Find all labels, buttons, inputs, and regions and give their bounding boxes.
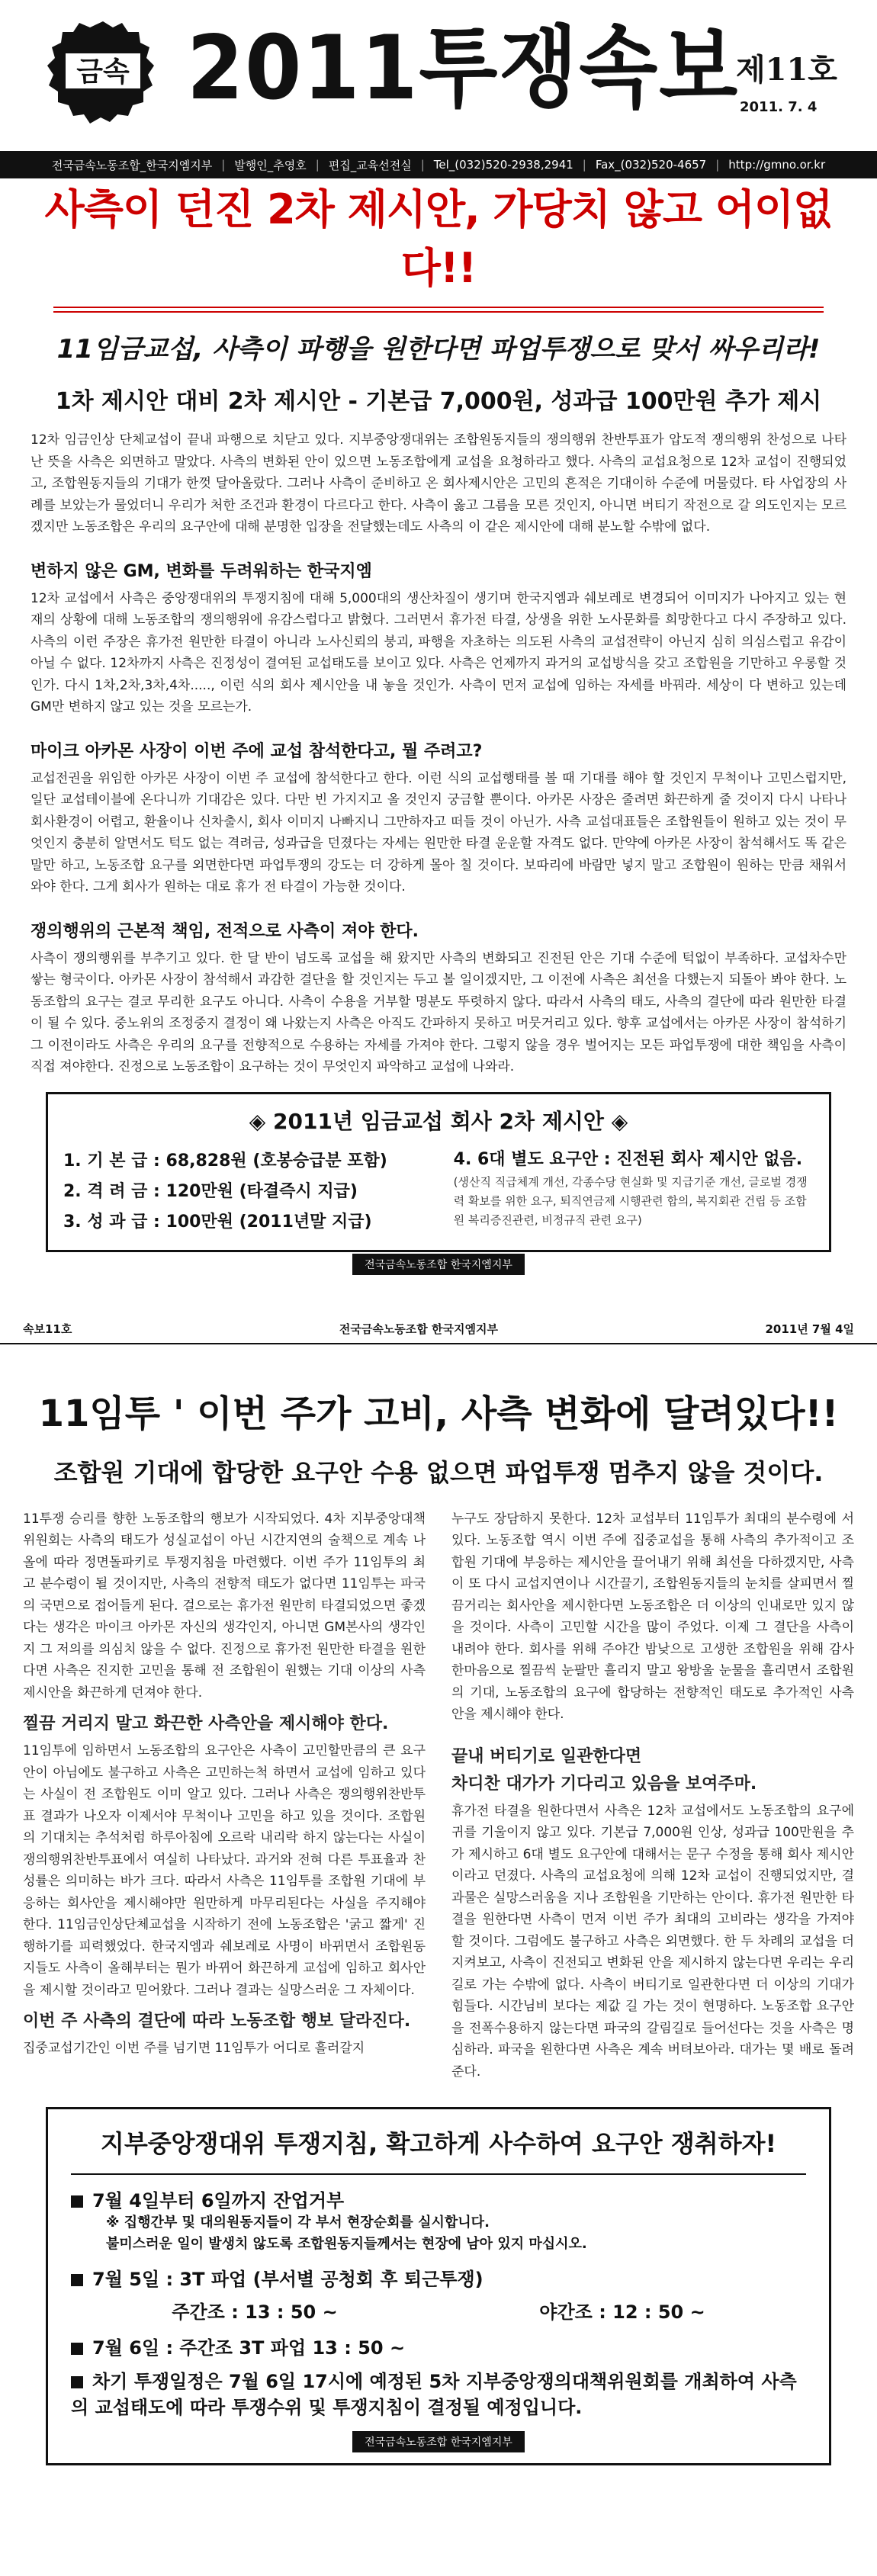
paragraph-responsibility: 사측이 쟁의행위를 부추기고 있다. 한 달 반이 넘도록 교섭을 해 왔지만 사측의 변화되고 진전된 안은 기대 수준에 턱없이 부족하다. 교섭차수만 쌓는 형국이다. 아카몬 사장이 참석해서 과감한 결단을 할 것인지는 두고 볼 일이겠지만, 그 이전에 사측은 최선을 다했는지 되돌아 봐야 한다. 노동조합의 요구는 결코 무리한 요구도 아니다. 사측이 수용을 거부할 명분도 뚜렷하지 않다. 따라서 사측의 태도, 사측의 결단에 따라 원만한 타결이 될 수 있다. 중노위의 조정중지 결정이 왜 나왔는지 사측은 아직도 간파하지 못하고 머뭇거리고 있다. 향후 교섭에서는 아카몬 사장이 참석하기 그 이전이라도 사측은 우리의 요구를 전향적으로 수용하는 자세를 가져야 한다. 그렇지 않을 경우 벌어지는 모든 파업투쟁에 대한 책임을 사측이 직접 져야한다. 진정으로 노동조합이 요구하는 것이 무엇인지 파악하고 교섭에 나와라. [31,950,846,1074]
guideline-note-2: 불미스러운 일이 발생치 않도록 조합원동지들께서는 현장에 남아 있지 마십시오. [106,2236,587,2252]
col1-paragraph-3: 집중교섭기간인 이번 주를 넘기면 11임투가 어디로 흘러갈지 [23,2041,365,2056]
column-left [23,1508,426,2083]
paragraph-gm: 12차 교섭에서 사측은 중앙쟁대위의 투쟁지침에 대해 5,000대의 생산차질이 생기며 한국지엠과 쉐보레로 변경되어 이미지가 나아지고 있는 현재의 상황에 대해 노동조합의 쟁의행위에 유감스럽다고 밝혔다. 그러면서 휴가전 타결, 상생을 위한 노사문화를 희망한다고 다시 주장하고 있다. 사측의 이런 주장은 휴가전 원만한 타결이 아니라 노사신뢰의 붕괴, 파행을 자초하는 의도된 사측의 교섭전략이 아닌지 심히 의심스럽고 유감이 아닐 수 없다. 12차까지 사측은 진정성이 결여된 교섭태도를 보이고 있다. 사측은 언제까지 과거의 교섭방식을 갖고 조합원을 기만하고 우롱할 것인가. 다시 1차,2차,3차,4차....., 이런 식의 회사 제시안을 내 놓을 것인가. 사측이 먼저 교섭에 임하는 자세를 바꿔라. 세상이 다 변하고 있는데 GM만 변하지 않고 있는 것을 모르는가. [31,590,846,715]
shift-times [71,2297,806,2324]
editor: 편집_교육선전실 [328,158,412,172]
page2-columns [0,1508,877,2083]
proposal-item: 1. 기 본 급 : 68,828원 (호봉승급분 포함) [63,1151,387,1171]
column-right [451,1508,854,2083]
col1-paragraph-1: 11투쟁 승리를 향한 노동조합의 행보가 시작되었다. 4차 지부중앙대책위원회는 사측의 태도가 성실교섭이 아닌 시간지연의 술책으로 계속 나올에 따라 정면돌파키로 투쟁지침을 마련했다. 이번 주가 11임투의 최고 분수령이 될 것이지만, 사측의 전향적 태도가 없다면 11임투는 파국의 국면으로 접어들게 된다. 걸으로는 휴가전 원만히 타결되었으면 좋겠다는 생각은 마이크 아카몬 자신의 생각인지, 아니면 GM본사의 생각인지 그 저의를 의심치 않을 수 없다. 진정으로 휴가전 원만한 타결을 원한다면 사측은 진지한 고민을 통해 전 조합원이 원했는 기대 이상의 사측 제시안을 화끈하게 던져야 한다. [23,1511,426,1701]
masthead [0,0,877,172]
issue-number: 제11호 [736,52,837,88]
subheadline-2: 1차 제시안 대비 2차 제시안 - 기본급 7,000원, 성과급 100만원 추가 제시 [55,388,822,415]
col2-heading-2b: 차디찬 대가가 기다리고 있음을 보여주마. [451,1774,757,1794]
page2-issue: 속보11호 [23,1322,72,1336]
proposal-item: 2. 격 려 금 : 120만원 (타결즉시 지급) [63,1181,358,1201]
proposal-item-4-detail: (생산직 직급체계 개선, 각종수당 현실화 및 지급기준 개선, 글로벌 경쟁력 확보를 위한 요구, 퇴직연금제 시행관련 합의, 복지회관 건립 등 조합원 복리증진관련, 비정규직 관련 요구) [453,1174,808,1227]
col1-paragraph-2: 11임투에 임하면서 노동조합의 요구안은 사측이 고민할만큼의 큰 요구안이 아님에도 불구하고 사측은 고민하는척 하면서 교섭에 임하고 있다는 사실이 전 조합원도 이미 알고 있다. 그러나 사측은 쟁의행위찬반투표 결과가 나오자 이제서야 무척이나 고민을 하고 있을 것이다. 조합원의 기대치는 추석처럼 하루아침에 오르락 내리락 하지 않는다는 사실이 쟁의행위찬반투표에서 여실히 나타났다. 과거와 전혀 다른 투표율과 찬성률은 의미하는 바가 크다. 따라서 사측은 11임투를 조합원 기대에 부응하는 회사안을 제시해야만 원만하게 마무리된다는 사실을 주지해야 한다. 11임금인상단체교섭을 시작하기 전에 노동조합은 '굵고 짧게' 진행하기를 피력했었다. 한국지엠과 쉐보레로 사명이 바뀌면서 조합원동지들도 사측이 올해부터는 뭔가 바뀌어 화끈하게 교섭에 임하고 회사안을 제시할 것이라고 믿어왔다. 그러나 결과는 실망스러운 그 자체이다. [23,1743,426,1998]
struggle-guidelines-box [46,2107,831,2465]
proposal-item-4: 4. 6대 별도 요구안 : 진전된 회사 제시안 없음. [453,1149,803,1169]
telephone: Tel_(032)520-2938,2941 [433,158,573,172]
guidelines-title: 지부중앙쟁대위 투쟁지침, 확고하게 사수하여 요구안 쟁취하자! [100,2129,777,2158]
guideline-note-1: ※ 집행간부 및 대의원동지들이 각 부서 현장순회를 실시합니다. [106,2215,490,2231]
night-shift-time: 야간조 : 12 : 50 ~ [539,2301,705,2323]
branch-tag-2: 전국금속노동조합 한국지엠지부 [71,2431,806,2452]
page2-header [0,1321,877,1344]
union-name: 전국금속노동조합_한국지엠지부 [51,158,213,172]
square-bullet-icon [71,2376,83,2388]
page2-headline: 11임투 ' 이번 주가 고비, 사측 변화에 달려있다!! [38,1392,839,1435]
page2-date: 2011년 7월 4일 [765,1322,854,1336]
col2-paragraph-1: 누구도 장담하지 못한다. 12차 교섭부터 11임투가 최대의 분수령에 서 있다. 노동조합 역시 이번 주에 집중교섭을 통해 사측의 추가적이고 조합원 기대에 부응하는 제시안을 끌어내기 위해 최선을 다하겠지만, 사측이 또 다시 교섭지연이나 시간끌기, 조합원동지들의 눈치를 살피면서 찔끔거리는 회사안을 제시한다면 노동조합은 더 이상의 인내로만 있지 않을 것이다. 사측이 고민할 시간을 많이 주었다. 이제 그 결단을 사측이 내려야 한다. 회사를 위해 주야간 밤낮으로 고생한 조합원을 위해 감사한마음으로 찔끔씩 눈팔만 흘리지 말고 왕방울 눈물을 흘리면서 조합원의 기대, 노동조합의 요구에 합당하는 전향적인 태도로 추가적인 사측 안을 제시해야 한다. [451,1511,854,1722]
page2-subheadline: 조합원 기대에 합당한 요구안 수용 없으면 파업투쟁 멈추지 않을 것이다. [53,1457,824,1487]
guideline-item-4: 차기 투쟁일정은 7월 6일 17시에 예정된 5차 지부중앙쟁의대책위원회를 개최하여 사측의 교섭태도에 따라 투쟁수위 및 투쟁지침이 결정될 예정입니다. [71,2371,797,2418]
col2-heading-2a: 끝내 버티기로 일관한다면 [451,1746,642,1766]
guidelines-divider [71,2173,806,2175]
col2-paragraph-2: 휴가전 타결을 원한다면서 사측은 12차 교섭에서도 노동조합의 요구에 귀를 기울이지 않고 있다. 기본급 7,000원 인상, 성과급 100만원을 추가 제시하고 6대 별도 요구안에 대해서는 문구 수정을 통해 회사 제시안이라고 던졌다. 사측의 교섭요청에 의해 12차 교섭이 진행되었지만, 결과물은 실망스러움을 지나 조합원을 기만하는 안이다. 휴가전 원만한 타결을 원한다면 사측이 먼저 이번 주가 최대의 고비라는 생각을 가져야 할 것이다. 그럼에도 불구하고 사측은 외면했다. 한 두 차례의 교섭을 더 지켜보고, 사측이 진전되고 변화된 안을 제시하지 않는다면 우리는 우리 길로 가는 수밖에 없다. 사측이 버티기로 일관한다면 더 이상의 기대가 힘들다. 시간님비 보다는 제값 길 가는 것이 현명하다. 노동조합 요구안을 전폭수용하지 않는다면 파국의 갈림길로 들어선다는 것을 사측은 명심하라. 파국을 원한다면 사측은 계속 버텨보아라. 대가는 몇 배로 돌려준다. [451,1803,854,2080]
subheadline-1: 11임금교섭, 사측이 파행을 원한다면 파업투쟁으로 맞서 싸우리라! [56,334,821,365]
issue-date: 2011. 7. 4 [740,99,818,115]
website-link[interactable]: http://gmno.or.kr [728,158,826,172]
proposal-item: 3. 성 과 급 : 100만원 (2011년말 지급) [63,1212,372,1232]
union-logo-icon [46,17,160,125]
day-shift-time: 주간조 : 13 : 50 ~ [172,2301,338,2323]
front-section [0,177,877,1275]
main-headline: 사측이 던진 2차 제시안, 가당치 않고 어이없다!! [44,185,833,292]
newsletter-title: 2011투쟁속보 [187,17,740,120]
square-bullet-icon [71,2274,83,2286]
paragraph-akerson: 교섭전권을 위임한 아카몬 사장이 이번 주 교섭에 참석한다고 한다. 이런 식의 교섭행태를 볼 때 기대를 해야 할 것인지 무척이나 고민스럽지만, 일단 교섭테이블에 온다니까 기대감은 있다. 다만 빈 가지지고 올 것인지 궁금할 뿐이다. 아카몬 사장은 줄려면 화끈하게 줄 것이지 다시 나타나 회사환경이 어렵고, 환율이나 신차출시, 회사 이미지 나빠지니 그만하자고 떠들 것이 아닌가. 사측 교섭대표들은 조합원들이 원하고 있는 것이 무엇인지 충분히 알면서도 턱도 없는 격려금, 성과급을 던졌다는 자세는 원만한 타결 운운할 자격도 없다. 만약에 아카몬 사장이 참석해서도 똑 같은 말만 하고, 노동조합 요구를 외면한다면 파업투쟁의 강도는 더 강하게 몰아 칠 것이다. 보따리에 바람만 넣지 말고 조합원이 원하는 만큼 채워서 와야 한다. 그게 회사가 원하는 대로 휴가 전 타결이 가능한 것이다. [31,770,846,895]
headline-divider [53,307,824,313]
col1-heading-2: 찔끔 거리지 말고 화끈한 사측안을 제시해야 한다. [23,1714,389,1733]
square-bullet-icon [71,2195,83,2208]
intro-paragraph: 12차 임금인상 단체교섭이 끝내 파행으로 치닫고 있다. 지부중앙쟁대위는 조합원동지들의 쟁의행위 찬반투표가 압도적 쟁의행위 찬성으로 나타난 뜻을 사측은 외면하고 말았다. 사측의 변화된 안이 있으면 노동조합에게 교섭을 요청하라고 했다. 사측의 교섭요청으로 12차 교섭이 진행되었고, 조합원동지들의 기대가 한껏 달아올랐다. 그러나 사측이 준비하고 온 회사제시안은 고민의 흔적은 기대이하 수준에 머물렀다. 타 사업장의 사례를 보았는가 물었더니 우리가 처한 조건과 환경이 다르다고 한다. 사측이 옳고 그름을 모른 것인지, 아니면 버티기 작전으로 갈 의도인지는 모르겠지만 노동조합은 우리의 요구안에 대해 분명한 입장을 전달했는데도 사측의 이 같은 제시안에 대해 분노할 수밖에 없다. [31,432,846,535]
branch-tag: 전국금속노동조합 한국지엠지부 [31,1254,846,1275]
logo-text: 금속 [76,56,130,88]
page2-union: 전국금속노동조합 한국지엠지부 [339,1322,498,1336]
square-bullet-icon [71,2343,83,2355]
proposal-title: ◈ 2011년 임금교섭 회사 2차 제시안 ◈ [249,1108,628,1134]
section-heading-responsibility: 쟁의행위의 근본적 책임, 전적으로 사측이 져야 한다. [31,921,419,941]
proposal-box [46,1092,831,1252]
section-heading-akerson: 마이크 아카몬 사장이 이번 주에 교섭 참석한다고, 뭘 주려고? [31,741,483,761]
col1-heading-3: 이번 주 사측의 결단에 따라 노동조합 행보 달라진다. [23,2012,411,2031]
info-bar: 전국금속노동조합_한국지엠지부 | 발행인_추영호 | 편집_교육선전실 | Tel_(032)520-2938,2941 | Fax_(032)520-4657 | http://gmno.or.kr [0,151,877,178]
guideline-item-3: 7월 6일 : 주간조 3T 파업 13 : 50 ~ [71,2333,806,2359]
fax: Fax_(032)520-4657 [595,158,707,172]
publisher: 발행인_추영호 [234,158,307,172]
section-heading-gm: 변하지 않은 GM, 변화를 두려워하는 한국지엠 [31,561,372,581]
guideline-item-1: 7월 4일부터 6일까지 잔업거부 [71,2186,806,2212]
guideline-item-2: 7월 5일 : 3T 파업 (부서별 공청회 후 퇴근투쟁) [71,2264,806,2291]
